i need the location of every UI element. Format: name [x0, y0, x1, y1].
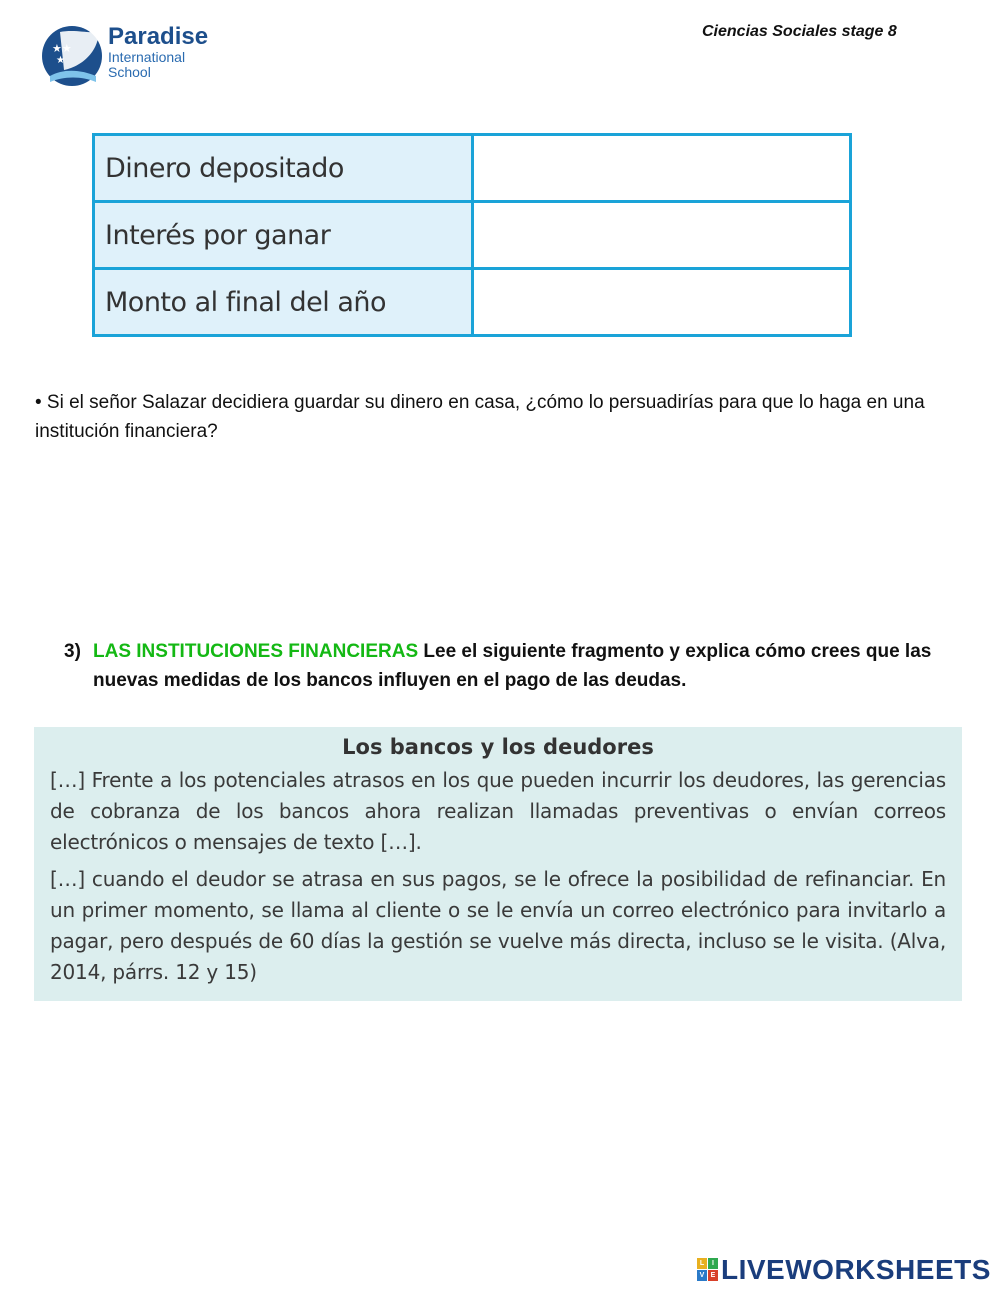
svg-text:★: ★ — [56, 55, 65, 66]
liveworksheets-brand: LIVEWORKSHEETS — [721, 1254, 991, 1285]
svg-text:★★: ★★ — [52, 42, 72, 55]
school-crest-icon — [40, 18, 106, 92]
section-number: 3) — [64, 641, 81, 662]
reading-paragraph-2: […] cuando el deudor se atrasa en sus pagos, se le ofrece la posibilidad de refinanciar. En un primer momento, se llama al cliente o se le envía un correo electrónico para invitarlo a pagar, pero después de 60 días la gestión se vuelve más directa, incluso se le visita. (Alva, 2014, párrs. 12 y 15) — [50, 867, 946, 984]
school-name-line3: School — [108, 64, 151, 80]
table-row — [94, 202, 851, 269]
row-label-total: Monto al final del año — [94, 269, 473, 336]
question-persuade: • Si el señor Salazar decidiera guardar su dinero en casa, ¿cómo lo persuadirías para que lo haga en una institución financiera? — [35, 392, 925, 442]
answer-cell-total[interactable] — [473, 269, 851, 336]
school-name-line2: International — [108, 49, 186, 65]
section-instruction: Lee el siguiente fragmento y explica cómo crees que las nuevas medidas de los bancos influyen en el pago de las deudas. — [93, 641, 932, 691]
badge-letter: V — [697, 1270, 707, 1281]
school-name: Paradise — [108, 23, 209, 50]
badge-letter: I — [708, 1258, 718, 1269]
course-title: Ciencias Sociales stage 8 — [702, 23, 897, 40]
reading-box — [34, 727, 962, 1001]
answer-cell-interest[interactable] — [473, 202, 851, 269]
liveworksheets-badge-icon — [697, 1258, 719, 1282]
row-label-interest: Interés por ganar — [94, 202, 473, 269]
answer-cell-deposit[interactable] — [473, 135, 851, 202]
section-heading: LAS INSTITUCIONES FINANCIERAS — [93, 641, 419, 662]
school-logo — [40, 18, 220, 94]
table-row — [94, 269, 851, 336]
badge-letter: L — [697, 1258, 707, 1269]
badge-letter: E — [708, 1270, 718, 1281]
table-row — [94, 135, 851, 202]
section-3 — [64, 637, 964, 695]
reading-title: Los bancos y los deudores — [342, 735, 654, 759]
row-label-deposit: Dinero depositado — [94, 135, 473, 202]
deposit-table — [92, 133, 852, 337]
reading-paragraph-1: […] Frente a los potenciales atrasos en los que pueden incurrir los deudores, las gerencias de cobranza de los bancos ahora realizan llamadas preventivas o envían correos electrónicos o mensajes de texto […]. — [50, 768, 946, 854]
